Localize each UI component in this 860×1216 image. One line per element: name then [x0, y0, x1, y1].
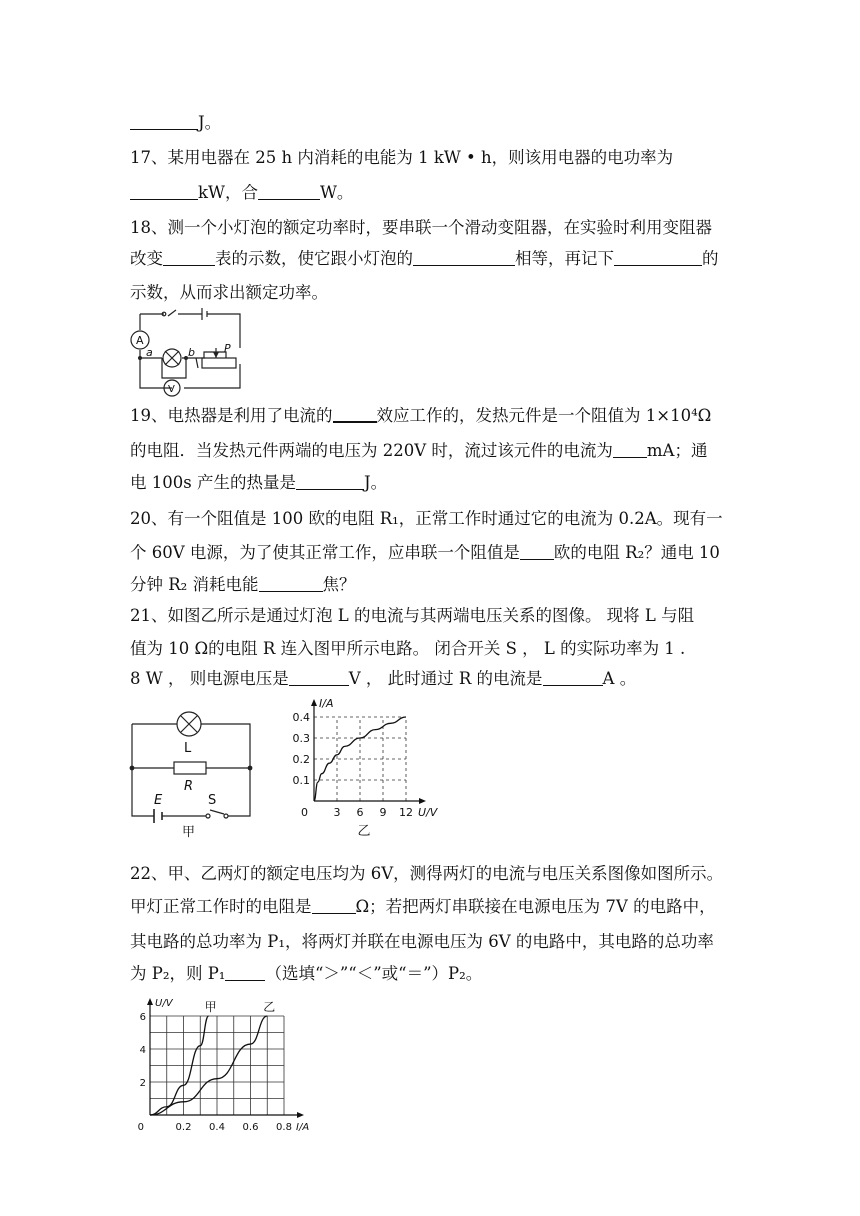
text: 为 P₂，则 P₁	[130, 964, 226, 983]
answer-blank[interactable]	[130, 113, 198, 130]
answer-blank[interactable]	[543, 669, 603, 686]
series-label: 乙	[263, 1000, 276, 1014]
answer-blank[interactable]	[130, 183, 198, 200]
text: W。	[319, 183, 354, 202]
text: 焦？	[322, 575, 356, 594]
text: 效应工作的，发热元件是一个阻值为 1×10⁴Ω	[376, 406, 712, 425]
y-tick-label: 0.4	[292, 711, 310, 724]
answer-blank[interactable]	[312, 897, 356, 914]
x-tick-label: 3	[333, 806, 341, 819]
series-label: 甲	[204, 1000, 217, 1014]
circuit-caption: 甲	[182, 825, 196, 840]
node-a-label: a	[146, 346, 153, 359]
q22-line-1: 22、甲、乙两灯的额定电压均为 6V，测得两灯的电流与电压关系图像如图所示。	[130, 864, 724, 883]
text: 的电阻．当发热元件两端的电压为 220V 时，流过该元件的电流为	[130, 441, 613, 460]
origin-label: 0	[301, 806, 308, 819]
chart-caption: 乙	[357, 824, 371, 839]
q18-line-1: 18、测一个小灯泡的额定功率时，要串联一个滑动变阻器，在实验时利用变阻器	[130, 218, 712, 237]
text: 表的示数，使它跟小灯泡的	[215, 249, 413, 268]
x-tick-label: 0.4	[209, 1122, 225, 1133]
origin-label: 0	[137, 1122, 144, 1133]
text: 相等，再记下	[515, 249, 614, 268]
text: 19、电热器是利用了电流的	[130, 406, 333, 425]
answer-blank[interactable]	[225, 964, 265, 981]
y-axis-arrow	[311, 699, 317, 706]
q19-line-1	[130, 405, 711, 427]
x-axis-arrow	[419, 798, 426, 804]
slider-p-label: P	[224, 342, 231, 355]
answer-blank[interactable]	[413, 249, 515, 266]
y-tick-label: 0.1	[292, 774, 310, 787]
x-tick-label: 9	[379, 806, 387, 819]
y-axis-arrow	[147, 998, 153, 1005]
chart-current-vs-voltage	[290, 697, 440, 840]
q21-line-2: 值为 10 Ω的电阻 R 连入图甲所示电路。 闭合开关 S ， L 的实际功率为 1 .	[130, 639, 686, 658]
answer-blank[interactable]	[613, 441, 647, 458]
answer-blank[interactable]	[258, 183, 320, 200]
text: 个 60V 电源，为了使其正常工作，应串联一个阻值是	[130, 543, 520, 562]
answer-blank[interactable]	[520, 543, 554, 560]
y-tick-label: 4	[139, 1045, 146, 1056]
text: 甲灯正常工作时的电阻是	[130, 897, 312, 916]
y-axis-label: U/V	[155, 998, 173, 1009]
q21-line-3	[130, 668, 636, 690]
text: 分钟 R₂ 消耗电能	[130, 575, 259, 594]
y-tick-label: 0.3	[292, 732, 310, 745]
answer-blank[interactable]	[259, 575, 323, 592]
x-axis-arrow	[297, 1112, 304, 1118]
q16-tail	[130, 112, 221, 134]
answer-blank[interactable]	[333, 405, 377, 423]
answer-blank[interactable]	[296, 473, 364, 490]
x-tick-label: 12	[399, 806, 413, 819]
q19-line-2	[130, 440, 707, 462]
text: J。	[363, 473, 388, 492]
text: 欧的电阻 R₂？通电 10	[553, 543, 720, 562]
q20-line-3	[130, 574, 356, 596]
text: Ω；若把两灯串联接在电源电压为 7V 的电路中，	[355, 897, 716, 916]
resistor-label: R	[184, 779, 194, 794]
switch-label: S	[208, 793, 217, 808]
q18-line-2	[130, 248, 719, 270]
text: A 。	[602, 669, 637, 688]
y-tick-label: 6	[139, 1012, 146, 1023]
lamp-label: L	[184, 741, 192, 756]
node-b-label: b	[188, 346, 195, 359]
text: 改变	[130, 249, 163, 268]
q22-line-3: 其电路的总功率为 P₁，将两灯并联在电源电压为 6V 的电路中，其电路的总功率	[130, 932, 714, 951]
q18-line-3: 示数，从而求出额定功率。	[130, 283, 328, 302]
answer-blank[interactable]	[614, 249, 702, 266]
q21-line-1: 21、如图乙所示是通过灯泡 L 的电流与其两端电压关系的图像。 现将 L 与阻	[130, 606, 695, 625]
source-label: E	[154, 793, 163, 808]
text: 电 100s 产生的热量是	[130, 473, 296, 492]
text: （选填“＞”“＜”或“＝”）P₂。	[265, 964, 483, 983]
x-tick-label: 0.2	[175, 1122, 192, 1133]
q16-unit: J。	[198, 113, 222, 132]
x-axis-label: U/V	[418, 806, 438, 819]
x-tick-label: 0.6	[242, 1122, 259, 1133]
text: kW，合	[198, 183, 258, 202]
q20-line-2	[130, 542, 720, 564]
ammeter-label: A	[136, 334, 144, 347]
circuit-diagram-q18	[128, 304, 248, 396]
x-axis-label: I/A	[296, 1122, 310, 1133]
text: mA；通	[646, 441, 708, 460]
q17-line-2	[130, 182, 353, 204]
text: V ， 此时通过 R 的电流是	[348, 669, 543, 688]
q22-line-4	[130, 963, 482, 985]
q19-line-3	[130, 472, 387, 494]
y-tick-label: 2	[139, 1078, 146, 1089]
chart-voltage-vs-current	[130, 992, 310, 1142]
y-tick-label: 0.2	[292, 753, 310, 766]
q22-line-2	[130, 896, 716, 918]
circuit-diagram-q21	[130, 708, 260, 838]
q17-line-1: 17、某用电器在 25 h 内消耗的电能为 1 kW • h，则该用电器的电功率为	[130, 148, 674, 167]
x-tick-label: 6	[356, 806, 364, 819]
answer-blank[interactable]	[289, 669, 349, 686]
x-tick-label: 0.8	[276, 1122, 292, 1133]
answer-blank[interactable]	[163, 249, 215, 266]
text: 的	[702, 249, 719, 268]
y-axis-label: I/A	[319, 697, 334, 710]
q20-line-1: 20、有一个阻值是 100 欧的电阻 R₁，正常工作时通过它的电流为 0.2A。现有一	[130, 509, 723, 528]
voltmeter-label: V	[168, 384, 175, 395]
text: 8 W ， 则电源电压是	[130, 669, 289, 688]
